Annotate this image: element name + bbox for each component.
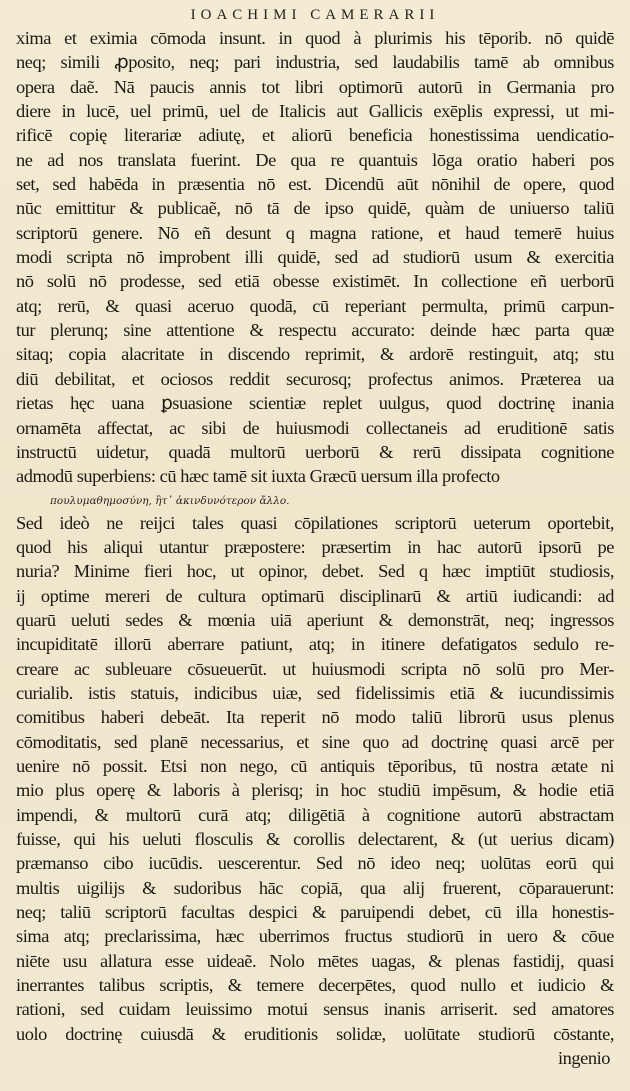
text-line: quod his aliqui utantur præpostere: præsertim in hac autorū ipsorū pe [16, 536, 614, 557]
text-line: cōmoditatis, sed planē necessarius, et sine quo ad doctrinę quasi arcē per [16, 731, 614, 752]
text-line: uenire nō possit. Etsi non nego, cū antiquis tēporibus, tū nostra ætate ni [16, 755, 614, 776]
text-line: fuisse, qui his ueluti flosculis & corollis delectarent, & (ut uerius dicam) [16, 829, 614, 849]
catchword: ingenio [557, 1048, 610, 1069]
text-line: nō solū nō prodesse, sed etiā obesse existimēt. In collectione eñ uerborū [16, 271, 614, 292]
running-head: IOACHIMI CAMERARII [190, 7, 440, 23]
text-line: ornamēta affectat, ac sibi de huiusmodi collectaneis ad eruditionē satis [16, 417, 614, 438]
text-line: admodū superbiens: cū hæc tamē sit iuxta Græcū uersum illa profecto [16, 466, 500, 487]
text-line: xima et eximia cōmoda insunt. in quod à plurimis his tēporib. nō quidē [16, 28, 614, 48]
text-line: comitibus haberi debeāt. Ita reperit nō modo taliū librorū usus plenus [16, 707, 614, 728]
text-line: nūc emittitur & publicaẽ, nō tā de ipso quidē, quàm de uniuerso taliū [16, 198, 614, 219]
text-line: ij optime mereri de cultura optimarū disciplinarū & artiū iudicandi: ad [16, 585, 614, 606]
text-line: opera daẽ. Nā paucis annis tot libri optimorū autorū in Germania pro [16, 76, 614, 97]
text-line: multis uigilijs & sudoribus hāc copiā, qua alij fruerent, cōparauerunt: [16, 877, 614, 898]
text-line: neq; taliū scriptorū facultas despici & paruipendi debet, cū illa honestis- [16, 902, 614, 923]
text-line: modi scripta nō improbent illi quidē, sed ad studiorū usum & exercitia [16, 247, 614, 268]
text-line: præmanso cibo iucūdis. uescerentur. Sed nō ideo neq; uolūtas eorū qui [16, 853, 614, 874]
text-line: sitaq; copia alacritate in discendo reprimit, & ardorē restinguit, atq; stu [16, 344, 614, 365]
text-line: diū debilitat, et ociosos reddit securosq; profectus animos. Præterea ua [16, 368, 614, 389]
text-line: nuria? Minime fieri hoc, ut opinor, debet. Sed q hæc imptiūt studiosis, [16, 561, 614, 582]
text-line: sima atq; preclarissima, hæc uberrimos fructus studiorū in uero & cōue [16, 926, 614, 947]
text-line: mio plus operę & laboris à plerisq; in hoc studiū impēsum, & hodie etiā [16, 780, 614, 801]
greek-quote: πουλυμαθημοσύνη, ἣτ᾽ ἀκινδυνότερον ἄλλο. [50, 494, 290, 507]
text-line: neq; simili ꝓposito, neq; pari industria, sed laudabilis tamē ab omnibus [16, 52, 614, 73]
text-line: rietas hęc uana ꝑsuasione scientiæ replet uulgus, quod doctrinę inania [16, 393, 614, 414]
text-line: diere in lucē, uel primū, uel de Italicis aut Gallicis exēplis expressi, ut mi- [16, 101, 614, 122]
text-line: creare ac subleuare cōsueuerūt. ut huiusmodi scripta nō solū pro Mer- [16, 658, 614, 679]
text-line: Sed ideò ne reijci tales quasi cōpilationes scriptorū ueterum oportebit, [16, 512, 614, 533]
text-line: incupiditatē illorū aberrare patiunt, atq; in itinere defatigatos sedulo re- [16, 634, 614, 655]
text-line: rificē copię literariæ adiutę, et aliorū beneficia honestissima uendicatio- [16, 125, 614, 146]
text-line: inerrantes talibus scriptis, & temere decerpētes, quod nullo et iudicio & [16, 975, 614, 996]
body-text [16, 26, 614, 1070]
paragraph-2 [16, 511, 614, 1047]
text-line: quarū ueluti sedes & mœnia uiā aperiunt & demonstrāt, neq; ingressos [16, 609, 614, 630]
text-line: set, sed habēda in præsentia nō est. Dicendū aūt nōnihil de opere, quod [16, 174, 614, 195]
text-line: scriptorū genere. Nō eñ desunt q magna ratione, et haud temerē huius [16, 222, 614, 243]
text-line: instructū uidetur, quadā multorū uerborū & rerū dissipata cognitione [16, 441, 614, 462]
text-line: niēte usu allatura esse uideaẽ. Nolo mētes uagas, & plenas fastidij, quasi [16, 950, 614, 971]
text-line: curialib. istis statuis, indicibus uiæ, sed fidelissimis etiā & iucundissimis [16, 682, 614, 703]
text-line: impendi, & multorū curā atq; diligētiā à cognitione autorū abstractam [16, 804, 614, 825]
text-line: ne ad nos translata fuerint. De qua re quantuis lōga oratio haberi pos [16, 149, 614, 170]
text-line: uolo doctrinę cuiusdā & eruditionis solidæ, uolūtate studiorū cōstante, [16, 1023, 614, 1044]
text-line: atq; rerū, & quasi aceruo quodā, cū reperiant permulta, primū carpun- [16, 295, 614, 316]
paragraph-1 [16, 26, 614, 489]
text-line: rationi, sed cuidam leuissimo motui sensus inanis arriserit. sed amatores [16, 999, 614, 1020]
text-line: tur plerunq; sine attentione & respectu accurato: deinde hæc parta quæ [16, 320, 614, 341]
